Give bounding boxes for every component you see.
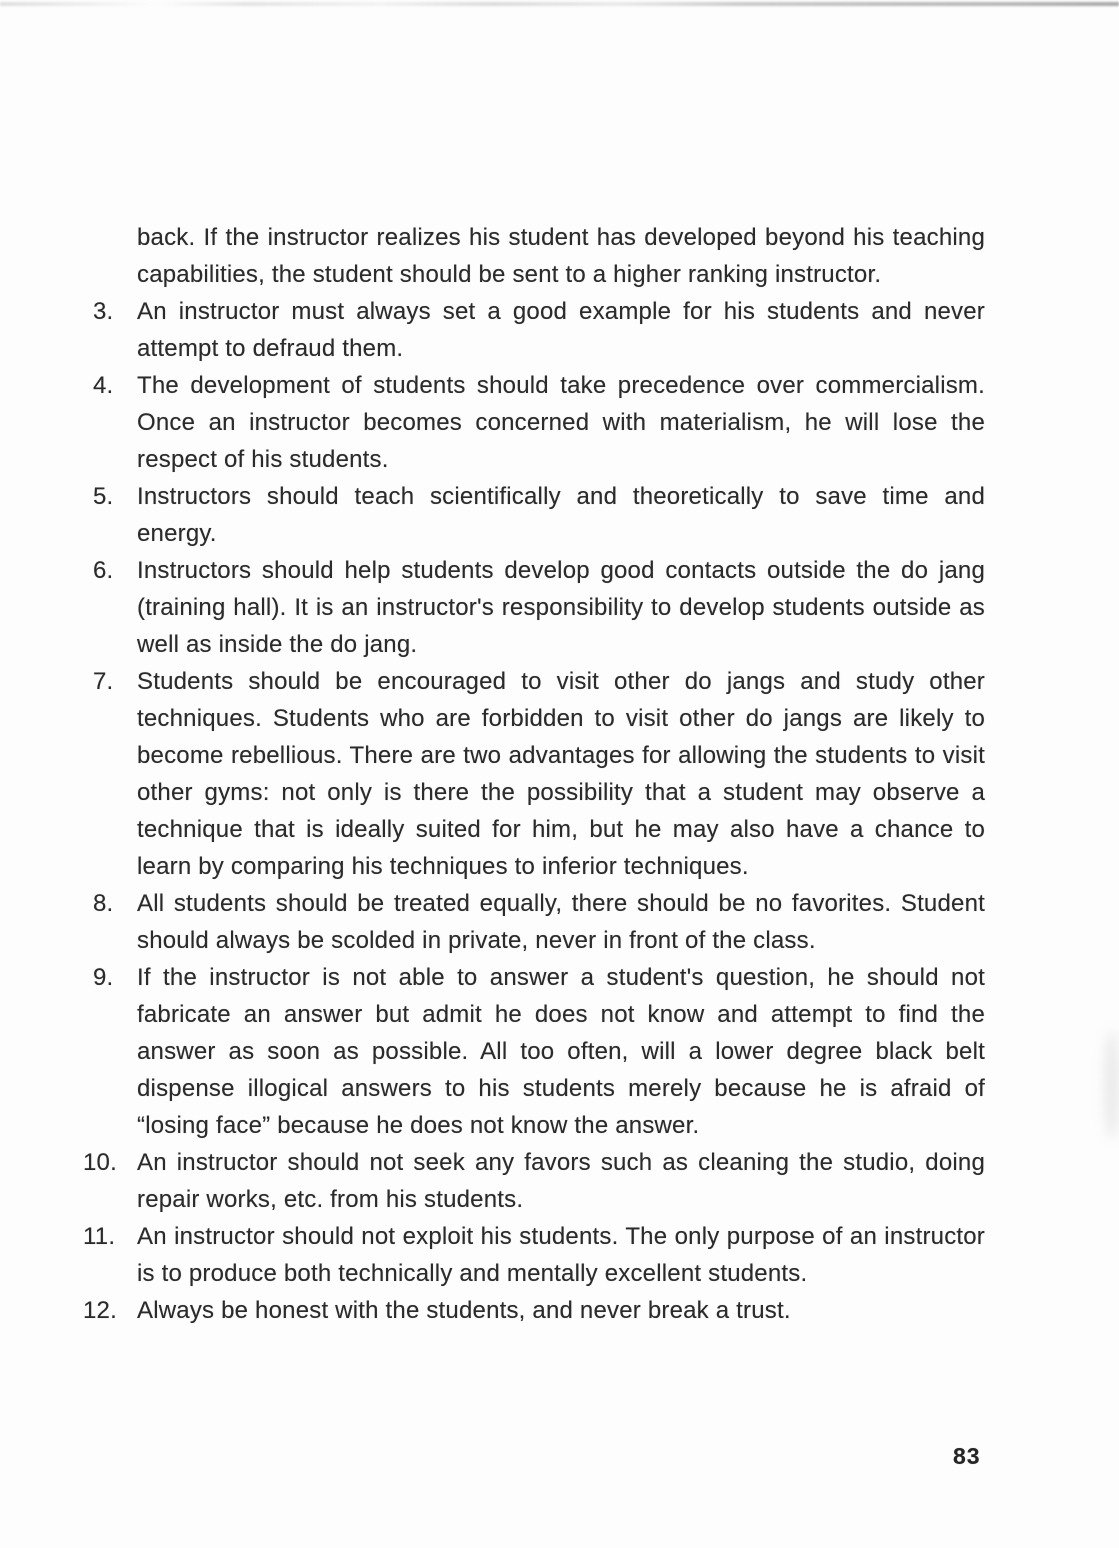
list-item: [83, 885, 985, 959]
list-item-text: Always be honest with the students, and never break a trust.: [137, 1297, 791, 1324]
list-item-number: 11.: [83, 1223, 116, 1250]
list-item: [83, 1218, 985, 1292]
list-item-number: 12.: [83, 1297, 117, 1324]
list-item-number: 9.: [93, 964, 114, 991]
list-item-text: Instructors should help students develop good contacts outside the do jang (training hall). It is an instructor's responsibility to develop students outside as well as inside the do jang.: [137, 557, 985, 658]
list-item: [83, 959, 985, 1144]
list-item-number: 7.: [93, 668, 114, 695]
list-item: [83, 663, 985, 885]
list-item: [83, 367, 985, 478]
page-content: [83, 219, 985, 1329]
instructor-rules-list: [83, 293, 985, 1329]
right-edge-scan-artifact: [1105, 1030, 1119, 1140]
list-item: [83, 478, 985, 552]
list-item-text: All students should be treated equally, there should be no favorites. Student should always be scolded in private, never in front of the class.: [137, 890, 985, 954]
list-item: [83, 1144, 985, 1218]
list-item: [83, 293, 985, 367]
list-item: [83, 1292, 985, 1329]
list-item-text: Instructors should teach scientifically and theoretically to save time and energy.: [137, 483, 985, 547]
list-item-text: The development of students should take precedence over commercialism. Once an instructor becomes concerned with materialism, he will lose the respect of his students.: [137, 372, 985, 473]
list-item: [83, 552, 985, 663]
list-item-number: 10.: [83, 1149, 117, 1176]
list-item-text: An instructor should not exploit his students. The only purpose of an instructor is to produce both technically and mentally excellent students.: [137, 1223, 985, 1287]
top-edge-scan-artifact: [0, 0, 1119, 9]
list-item-text: An instructor must always set a good example for his students and never attempt to defraud them.: [137, 298, 985, 362]
list-item-number: 5.: [93, 483, 114, 510]
continuation-paragraph: back. If the instructor realizes his student has developed beyond his teaching capabilities, the student should be sent to a higher ranking instructor.: [137, 224, 985, 288]
list-item-text: An instructor should not seek any favors such as cleaning the studio, doing repair works, etc. from his students.: [137, 1149, 985, 1213]
list-item-text: Students should be encouraged to visit other do jangs and study other techniques. Students who are forbidden to visit other do jangs are likely to become rebellious. There are two advantages for allowing the students to visit other gyms: not only is there the possibility that a student may observe a technique that is ideally suited for him, but he may also have a chance to learn by comparing his techniques to inferior techniques.: [137, 668, 985, 880]
list-item-number: 4.: [93, 372, 114, 399]
list-item-text: If the instructor is not able to answer a student's question, he should not fabricate an answer but admit he does not know and attempt to find the answer as soon as possible. All too often, will a lower degree black belt dispense illogical answers to his students merely because he is afraid of “losing face” because he does not know the answer.: [137, 964, 985, 1139]
list-item-number: 3.: [93, 298, 114, 325]
list-item-number: 6.: [93, 557, 114, 584]
page-number: 83: [953, 1443, 981, 1469]
list-item-number: 8.: [93, 890, 114, 917]
